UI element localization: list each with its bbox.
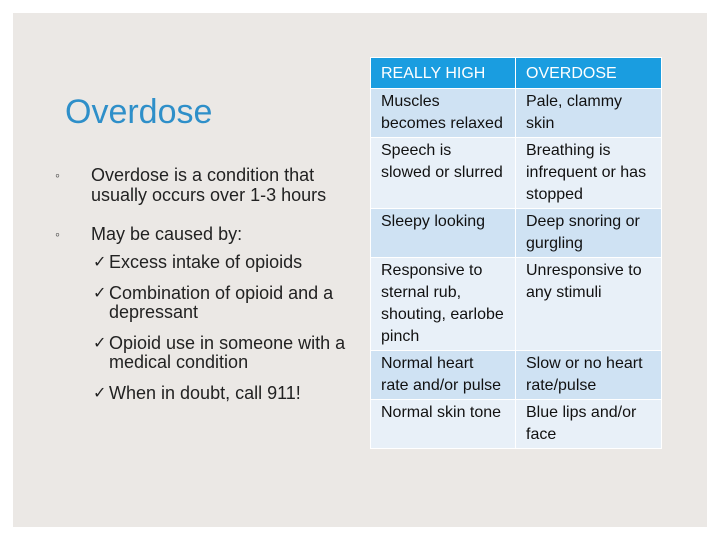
header-really-high: REALLY HIGH bbox=[371, 58, 516, 89]
table-row bbox=[371, 209, 662, 258]
cause-text: Combination of opioid and a depressant bbox=[109, 283, 334, 322]
table-row bbox=[371, 138, 662, 209]
header-overdose: OVERDOSE bbox=[516, 58, 662, 89]
cause-text: Opioid use in someone with a medical condition bbox=[109, 333, 346, 372]
checkmark-icon: ✓ bbox=[93, 285, 107, 302]
checkmark-icon: ✓ bbox=[93, 385, 107, 402]
table-cell: Normal heart rate and/or pulse bbox=[371, 351, 516, 400]
table-cell: Pale, clammy skin bbox=[516, 89, 662, 138]
cause-text: Excess intake of opioids bbox=[109, 252, 303, 272]
bullet-text: May be caused by: bbox=[91, 224, 243, 244]
table-row bbox=[371, 89, 662, 138]
table-row bbox=[371, 400, 662, 449]
cause-item bbox=[53, 253, 353, 272]
comparison-table bbox=[370, 57, 662, 449]
bullet-item bbox=[53, 224, 353, 244]
cause-item bbox=[53, 334, 353, 372]
table-header-row bbox=[371, 58, 662, 89]
table-cell: Speech is slowed or slurred bbox=[371, 138, 516, 209]
slide-title: Overdose bbox=[65, 93, 213, 131]
bullet-item bbox=[53, 165, 353, 205]
table-cell: Responsive to sternal rub, shouting, earlobe pinch bbox=[371, 258, 516, 351]
table-cell: Slow or no heart rate/pulse bbox=[516, 351, 662, 400]
table-cell: Sleepy looking bbox=[371, 209, 516, 258]
bullet-mark-icon: ◦ bbox=[55, 167, 60, 183]
cause-item bbox=[53, 284, 353, 322]
table-row bbox=[371, 351, 662, 400]
bullet-mark-icon: ◦ bbox=[55, 226, 60, 242]
checkmark-icon: ✓ bbox=[93, 335, 107, 352]
table-cell: Deep snoring or gurgling bbox=[516, 209, 662, 258]
cause-text: When in doubt, call 911! bbox=[109, 383, 301, 403]
bullet-list bbox=[53, 163, 353, 415]
table-cell: Unresponsive to any stimuli bbox=[516, 258, 662, 351]
cause-list bbox=[53, 253, 353, 403]
checkmark-icon: ✓ bbox=[93, 254, 107, 271]
table-cell: Breathing is infrequent or has stopped bbox=[516, 138, 662, 209]
table-row bbox=[371, 258, 662, 351]
cause-item bbox=[53, 384, 353, 403]
table-cell: Muscles becomes relaxed bbox=[371, 89, 516, 138]
table-cell: Blue lips and/or face bbox=[516, 400, 662, 449]
table-cell: Normal skin tone bbox=[371, 400, 516, 449]
bullet-text: Overdose is a condition that usually occurs over 1-3 hours bbox=[91, 165, 327, 205]
